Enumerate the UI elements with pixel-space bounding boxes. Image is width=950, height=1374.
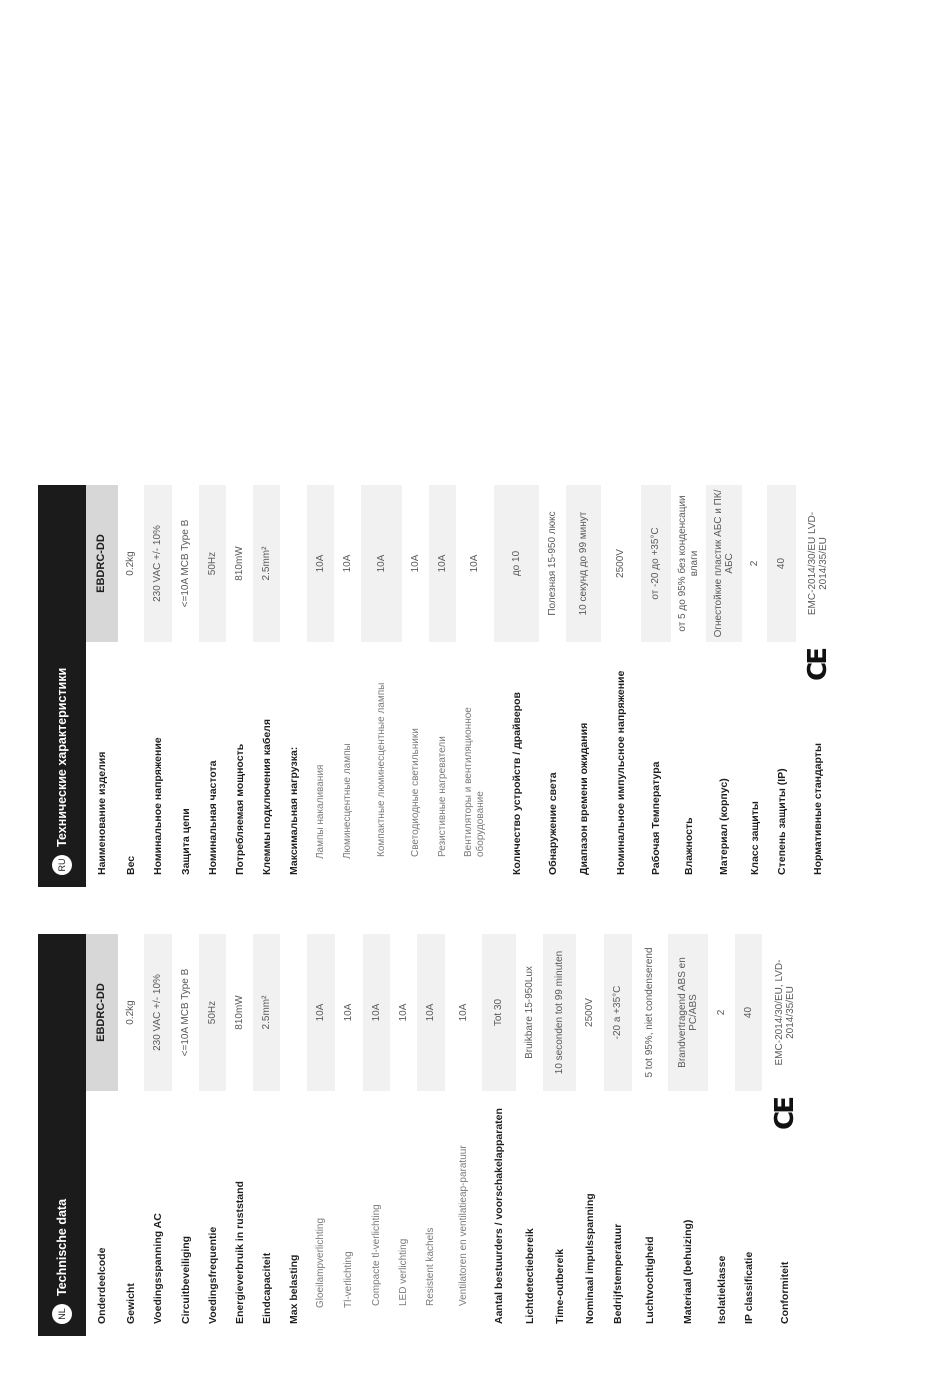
table-row xyxy=(632,934,668,1336)
row-label: Luchtvochtigheid xyxy=(644,1236,656,1324)
table-row xyxy=(280,934,307,1336)
row-label: Energieverbruik in ruststand xyxy=(233,1181,246,1324)
table-row xyxy=(199,485,226,887)
table-row xyxy=(456,485,494,887)
row-value: Полезная 15-950 люкс xyxy=(546,511,558,616)
row-value: 10A xyxy=(409,554,421,573)
row-value: 40 xyxy=(735,934,762,1091)
row-label: Ventilatoren en ventilatieap-paratuur xyxy=(457,1145,469,1306)
row-label: Isolatieklasse xyxy=(715,1255,728,1324)
row-value: Bruikbare 15-950Lux xyxy=(523,966,535,1059)
row-label: Compacte tl-verlichting xyxy=(370,1204,382,1306)
row-value: 810mW xyxy=(233,995,245,1030)
row-label: Gewicht xyxy=(125,1283,137,1324)
table-row xyxy=(118,485,144,887)
row-value: 2.5mm² xyxy=(253,934,280,1091)
nl-table-title: Technische data xyxy=(55,1198,69,1296)
row-value: 50Hz xyxy=(199,934,226,1091)
row-value: 10A xyxy=(457,1003,469,1022)
table-row xyxy=(668,934,708,1336)
table-row xyxy=(402,485,429,887)
table-row xyxy=(576,934,604,1336)
row-value: EMC-2014/30/EU LVD-2014/35/EU xyxy=(806,511,829,616)
row-label: Resistent kachels xyxy=(425,1227,436,1306)
table-row xyxy=(494,485,539,887)
table-row xyxy=(363,934,390,1336)
row-label: Gloeilampverlichting xyxy=(315,1217,326,1308)
row-value: 810mW xyxy=(233,546,245,581)
row-label: Aantal bestuurders / voorschakelapparaten xyxy=(493,1108,505,1324)
row-value: 50Hz xyxy=(199,485,226,642)
row-value: 10A xyxy=(343,1003,355,1022)
row-value: Огнестойкие пластик АБС и ПК/АБС xyxy=(706,485,742,642)
nl-table-header xyxy=(38,934,86,1336)
table-row xyxy=(708,934,735,1336)
row-value: 0.2kg xyxy=(125,1000,137,1025)
row-value: 2500V xyxy=(584,998,596,1027)
table-row xyxy=(604,934,632,1336)
table-row xyxy=(144,934,172,1336)
table-row xyxy=(601,485,641,887)
table-row xyxy=(671,485,706,887)
row-label: Люминесцентные лампы xyxy=(341,743,353,859)
row-value: Brandvertragend ABS en PC/ABS xyxy=(668,934,708,1091)
conformity-label: Conformiteit xyxy=(779,1261,791,1324)
ce-mark-icon: CE xyxy=(770,1099,800,1130)
row-value xyxy=(280,485,307,642)
row-value: 10A xyxy=(397,1003,409,1022)
ru-language-badge: RU xyxy=(52,855,72,875)
table-row xyxy=(482,934,516,1336)
row-value: 2 xyxy=(748,560,760,567)
row-label: Voedingsspanning AC xyxy=(152,1213,164,1324)
row-value: <=10A MCB Type B xyxy=(179,968,191,1057)
row-label: Степень защиты (IP) xyxy=(775,768,788,875)
table-row xyxy=(742,485,767,887)
table-row xyxy=(429,485,456,887)
row-value: 10A xyxy=(429,485,456,642)
row-label: Защита цепи xyxy=(179,808,192,875)
row-label: Bedrijfstemperatuur xyxy=(612,1223,624,1324)
ru-spec-table xyxy=(38,485,840,887)
row-label xyxy=(762,1091,808,1336)
table-row xyxy=(172,485,199,887)
row-value: 10A xyxy=(417,934,445,1091)
row-value: 2.5mm² xyxy=(253,485,280,642)
table-row xyxy=(335,934,363,1336)
table-row xyxy=(172,934,199,1336)
row-label: Влажность xyxy=(682,817,695,875)
table-row xyxy=(539,485,566,887)
table-row xyxy=(118,934,144,1336)
table-row xyxy=(144,485,172,887)
table-row xyxy=(735,934,762,1336)
row-value: Tot 30 xyxy=(482,934,516,1091)
table-row xyxy=(641,485,671,887)
row-label: Time-outbereik xyxy=(553,1248,566,1324)
table-row xyxy=(199,934,226,1336)
row-value: 40 xyxy=(767,485,796,642)
row-label: LED verlichting xyxy=(397,1238,409,1306)
row-value: <=10A MCB Type B xyxy=(179,519,191,608)
table-row xyxy=(226,934,253,1336)
row-label: IP classificatie xyxy=(742,1251,755,1324)
row-label: Onderdeelcode xyxy=(96,1247,108,1324)
table-row xyxy=(361,485,402,887)
row-label: Наименование изделия xyxy=(96,751,108,875)
table-row xyxy=(307,934,335,1336)
row-value: 2 xyxy=(715,1009,727,1016)
table-row xyxy=(417,934,445,1336)
row-value: 10 seconden tot 99 minuten xyxy=(543,934,576,1091)
row-value: 10A xyxy=(363,934,390,1091)
row-label xyxy=(796,642,840,887)
row-label: Вес xyxy=(125,855,137,875)
row-label: Максимальная нагрузка: xyxy=(287,746,300,875)
row-value: от -20 до +35°C xyxy=(641,485,671,642)
nl-language-badge: NL xyxy=(52,1304,72,1324)
table-row xyxy=(566,485,601,887)
row-value: 10A xyxy=(341,554,353,573)
row-value: 0.2kg xyxy=(125,551,137,576)
row-value: 10A xyxy=(307,485,334,642)
row-label: Вентиляторы и вентиляционное оборудование xyxy=(463,707,486,857)
row-value: EBDRC-DD xyxy=(86,485,118,642)
row-value: EMC-2014/30/EU, LVD-2014/35/EU xyxy=(773,959,796,1066)
row-label: Потребляемая мощность xyxy=(233,743,246,875)
table-row xyxy=(307,485,334,887)
row-value: EBDRC-DD xyxy=(86,934,118,1091)
table-row xyxy=(390,934,417,1336)
table-row xyxy=(253,934,280,1336)
ru-table-header xyxy=(38,485,86,887)
table-row xyxy=(706,485,742,887)
table-row xyxy=(253,485,280,887)
row-label: Materiaal (behuizing) xyxy=(682,1219,694,1324)
row-value: 230 VAC +/- 10% xyxy=(144,934,172,1091)
row-value: до 10 xyxy=(494,485,539,642)
row-label: Tl-verlichting xyxy=(343,1251,354,1308)
table-row xyxy=(516,934,543,1336)
table-row xyxy=(86,934,118,1336)
nl-spec-table xyxy=(38,934,808,1336)
row-label: Резистивные нагреватели xyxy=(436,736,448,857)
row-label: Диапазон времени ожидания xyxy=(577,722,590,875)
table-row xyxy=(796,485,840,887)
row-label: Количество устройств / драйверов xyxy=(510,692,523,875)
row-value: 230 VAC +/- 10% xyxy=(144,485,172,642)
row-value: 5 tot 95%, niet condenserend xyxy=(644,947,656,1078)
table-row xyxy=(445,934,482,1336)
table-row xyxy=(280,485,307,887)
row-value: -20 a +35°C xyxy=(604,934,632,1091)
row-label: Номинальное импульсное напряжение xyxy=(615,670,627,875)
row-value: 10A xyxy=(307,934,335,1091)
row-value: 10 секунд до 99 минут xyxy=(566,485,601,642)
row-label: Компактные люминесцентные лампы xyxy=(375,682,387,857)
row-label: Материал (корпус) xyxy=(718,778,730,875)
row-label: Светодиодные светильники xyxy=(409,728,421,857)
row-label: Nominaal impulsspanning xyxy=(584,1193,596,1324)
row-value: 10A xyxy=(469,554,481,573)
row-label: Max belasting xyxy=(287,1254,300,1324)
ce-mark-icon: CE xyxy=(803,650,833,681)
row-label: Voedingsfrequentie xyxy=(206,1226,219,1324)
row-label: Рабочая Температура xyxy=(650,761,662,875)
row-label: Клеммы подключения кабеля xyxy=(260,719,273,875)
row-label: Класс защиты xyxy=(748,801,761,875)
table-row xyxy=(86,485,118,887)
row-label: Номинальная частота xyxy=(206,760,219,875)
row-label: Eindcapaciteit xyxy=(260,1252,273,1324)
standards-label: Нормативные стандарты xyxy=(812,743,824,875)
table-row xyxy=(762,934,808,1336)
table-row xyxy=(543,934,576,1336)
row-label: Lichtdetectiebereik xyxy=(523,1228,536,1324)
row-label: Circuitbeveiliging xyxy=(179,1235,192,1324)
row-value: от 5 до 95% без конденсации влаги xyxy=(677,495,700,632)
row-label: Обнаружение света xyxy=(546,772,559,875)
row-value: 2500V xyxy=(615,549,627,578)
row-value xyxy=(280,934,307,1091)
ru-table-title: Технические характеристики xyxy=(55,667,69,847)
table-row xyxy=(226,485,253,887)
table-row xyxy=(767,485,796,887)
row-value: 10A xyxy=(361,485,402,642)
row-label: Лампы накаливания xyxy=(314,764,326,859)
table-row xyxy=(334,485,361,887)
row-label: Номинальное напряжение xyxy=(152,737,164,875)
